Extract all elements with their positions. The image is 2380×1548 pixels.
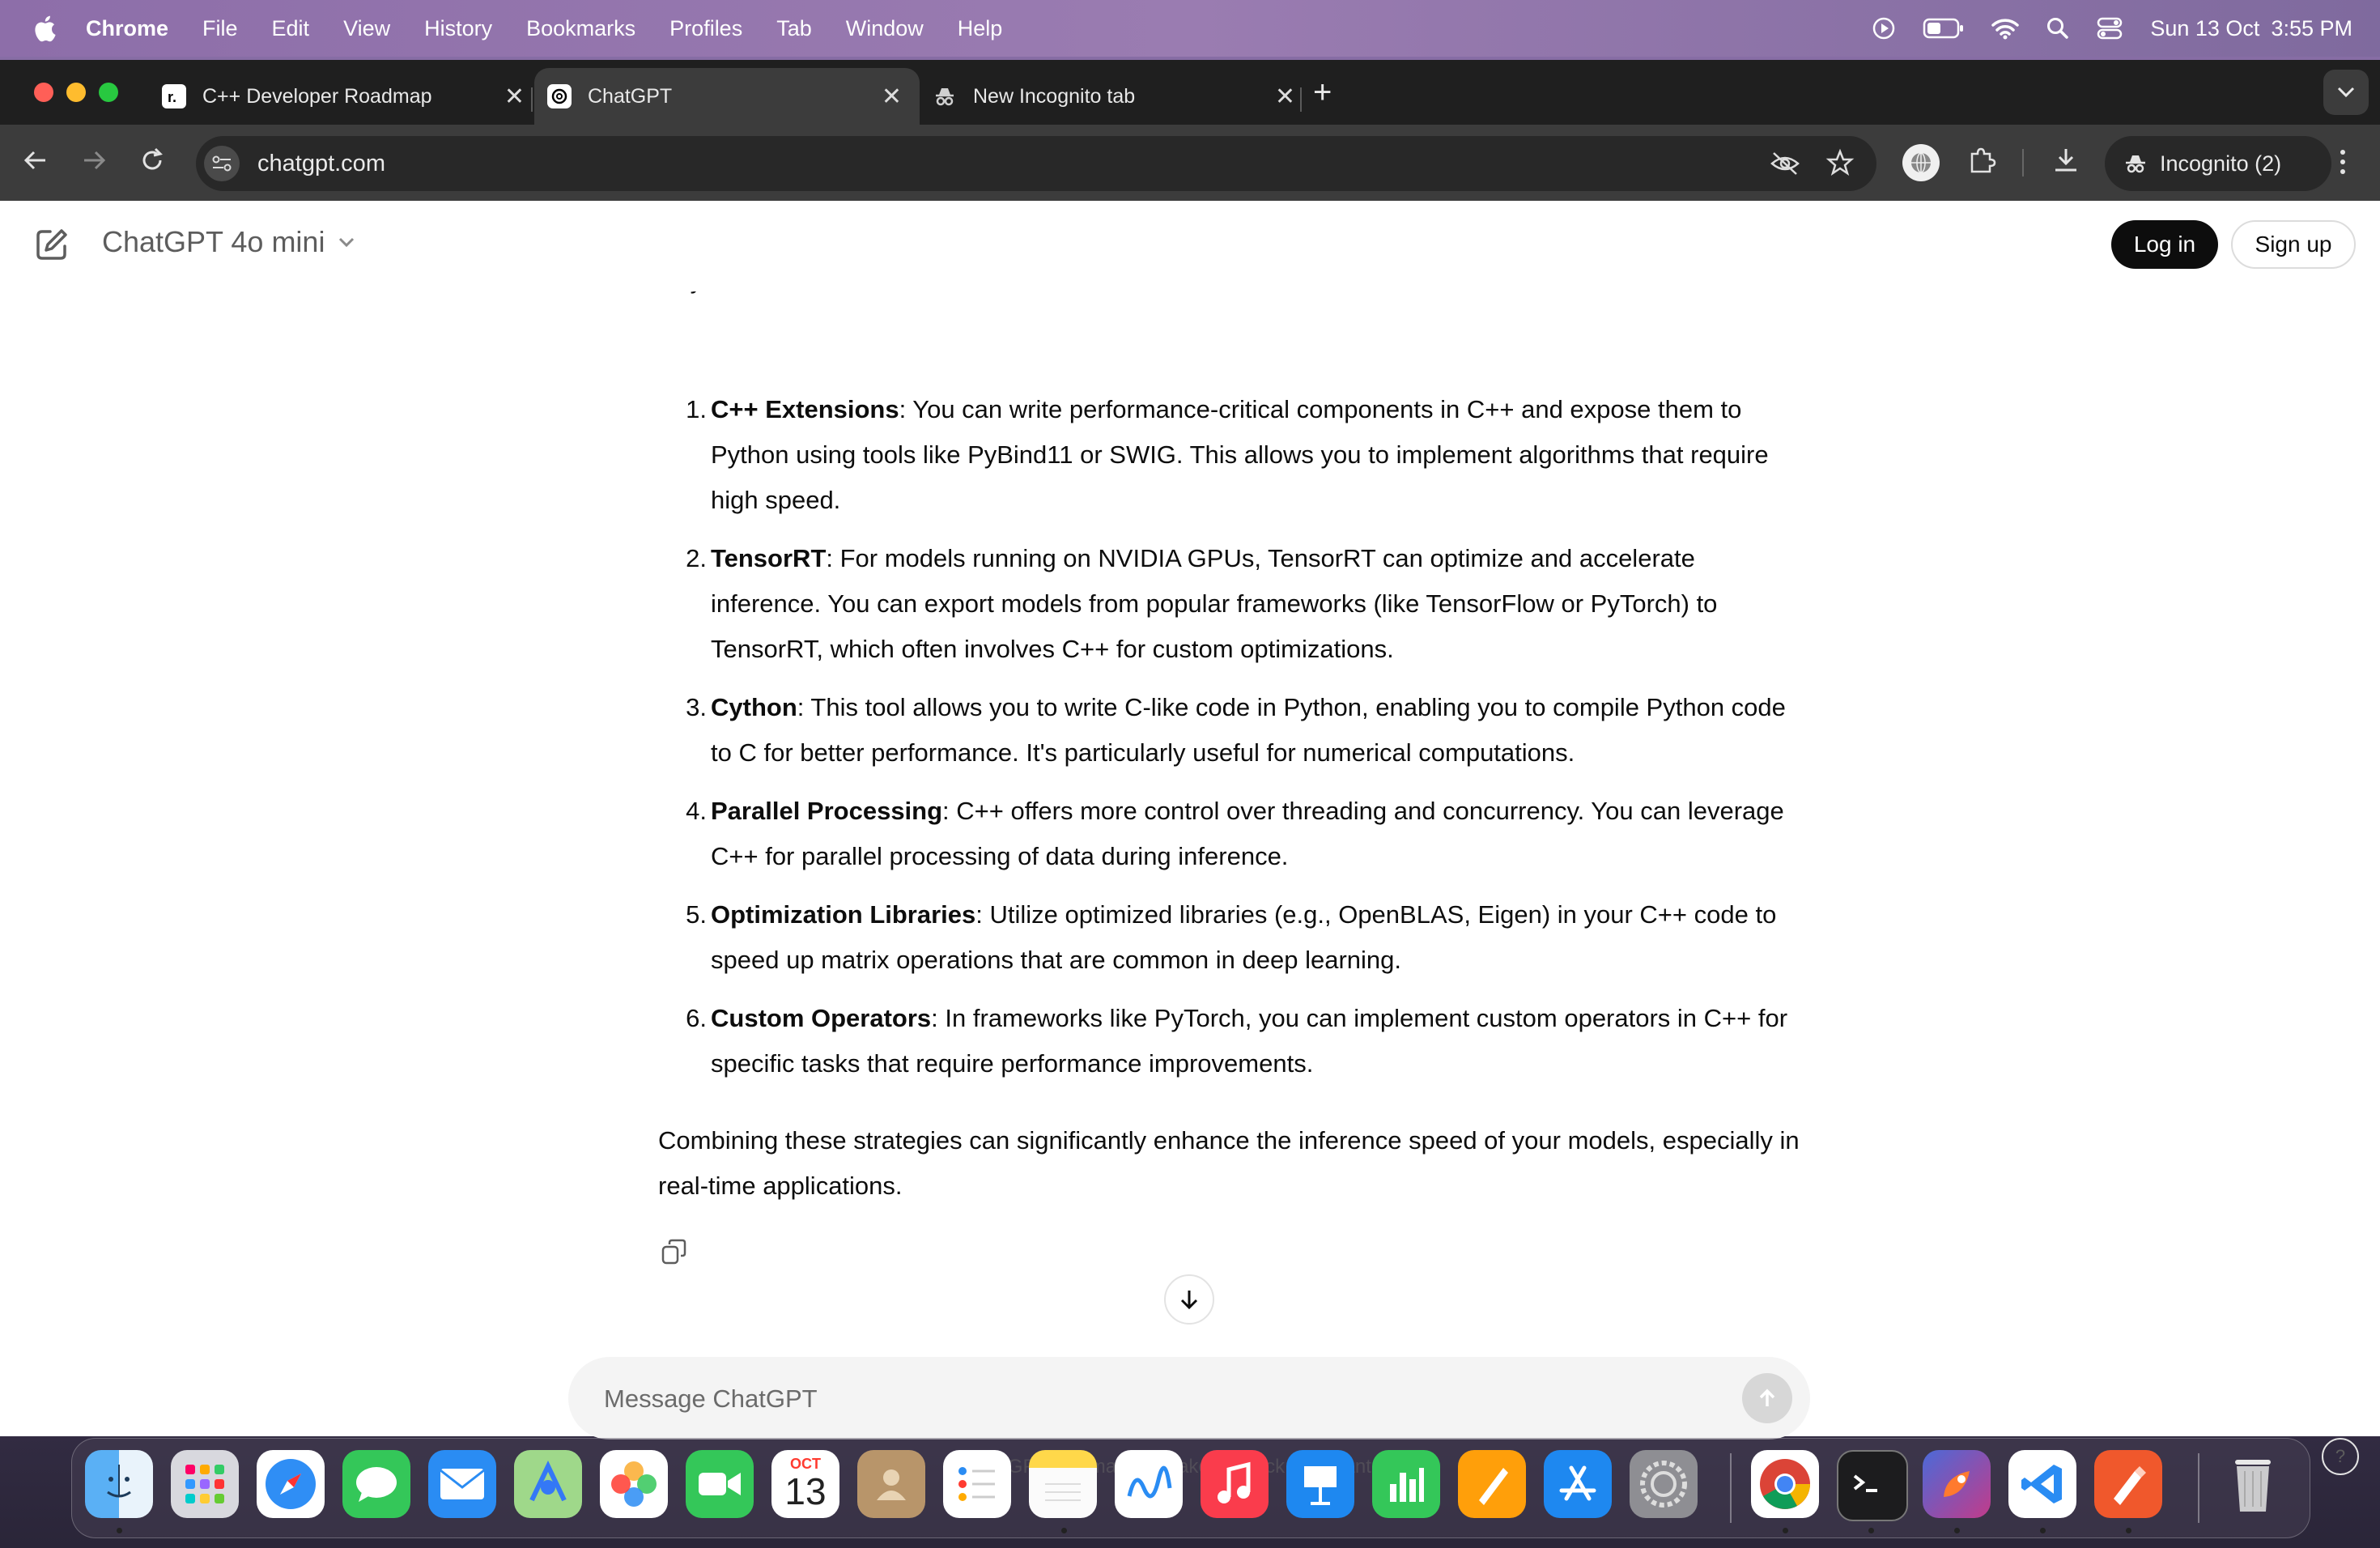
terminal-icon[interactable]: [1837, 1450, 1908, 1521]
calendar-icon[interactable]: [771, 1450, 839, 1518]
page-header: [0, 201, 2380, 291]
menu-profiles[interactable]: Profiles: [669, 15, 743, 40]
new-chat-icon[interactable]: [34, 227, 70, 262]
tab-divider: [531, 87, 533, 112]
incognito-profile-button[interactable]: [2105, 136, 2331, 191]
list-number: 1.: [686, 395, 707, 423]
close-tab-icon[interactable]: ✕: [881, 83, 902, 110]
incognito-icon: [933, 84, 957, 108]
wifi-icon[interactable]: [1991, 17, 2019, 40]
close-tab-icon[interactable]: ✕: [504, 83, 525, 110]
apple-icon[interactable]: [31, 14, 57, 43]
play-status-icon[interactable]: [1872, 16, 1896, 40]
forward-arrow-icon[interactable]: [79, 146, 108, 175]
scroll-to-bottom-button[interactable]: [1164, 1274, 1214, 1325]
reload-icon[interactable]: [138, 146, 167, 175]
menu-window[interactable]: Window: [845, 15, 924, 40]
safari-icon[interactable]: [257, 1450, 325, 1518]
list-item-text: : Utilize optimized libraries (e.g., OpenBLAS, Eigen) in your C++ code to speed up matrix operations that are common in deep learning.: [711, 900, 1777, 974]
vscode-icon[interactable]: [2008, 1450, 2076, 1518]
running-indicator: [1783, 1528, 1788, 1533]
message-input[interactable]: Message ChatGPT: [604, 1384, 818, 1413]
close-window-button[interactable]: [34, 83, 53, 102]
model-name: ChatGPT 4o mini: [102, 225, 325, 258]
menu-file[interactable]: File: [202, 15, 238, 40]
chatgpt-favicon: [547, 84, 572, 108]
model-selector[interactable]: [102, 225, 355, 259]
tab-search-button[interactable]: [2323, 70, 2369, 115]
address-bar[interactable]: [196, 136, 1876, 191]
spotlight-search-icon[interactable]: [2046, 17, 2069, 40]
messages-icon[interactable]: [342, 1450, 410, 1518]
send-button[interactable]: [1742, 1373, 1792, 1423]
calendar-day: 13: [784, 1469, 827, 1512]
list-number: 3.: [686, 693, 707, 721]
list-item-text: : For models running on NVIDIA GPUs, TensorRT can optimize and accelerate inference. You can export models from popular frameworks (like TensorFlow or PyTorch) to TensorRT, which often involves C++ for custom optimizations.: [711, 544, 1718, 663]
kebab-menu-icon[interactable]: [2335, 147, 2351, 176]
roadmap-favicon: [162, 84, 186, 108]
translate-globe-icon[interactable]: [1902, 144, 1940, 181]
list-item-title: Parallel Processing: [711, 797, 943, 825]
finder-icon[interactable]: [85, 1450, 153, 1518]
system-settings-icon[interactable]: [1630, 1450, 1698, 1518]
mail-icon[interactable]: [428, 1450, 496, 1518]
tab-divider: [1300, 87, 1302, 112]
pages-icon[interactable]: [1458, 1450, 1526, 1518]
rocket-app-icon[interactable]: [1923, 1450, 1991, 1518]
list-item-text: : You can write performance-critical components in C++ and expose them to Python using tools like PyBind11 or SWIG. This allows you to implement algorithms that require high speed.: [711, 395, 1769, 514]
list-item-text: : This tool allows you to write C-like code in Python, enabling you to compile Python code to C for better performance. It's particularly useful for numerical computations.: [711, 693, 1786, 767]
minimize-window-button[interactable]: [66, 83, 86, 102]
bookmark-star-icon[interactable]: [1826, 149, 1854, 176]
site-settings-icon[interactable]: [204, 146, 240, 181]
incognito-icon: [2123, 151, 2148, 176]
menu-bar: [0, 0, 2380, 57]
maps-icon[interactable]: [514, 1450, 582, 1518]
dock: [71, 1438, 2310, 1538]
zoom-window-button[interactable]: [99, 83, 118, 102]
dock-separator: [2198, 1453, 2199, 1523]
running-indicator: [1061, 1528, 1067, 1533]
toolbar-divider: [2022, 149, 2024, 176]
svg-text:r.: r.: [168, 89, 177, 105]
download-icon[interactable]: [2051, 146, 2080, 175]
facetime-icon[interactable]: [686, 1450, 754, 1518]
list-item-title: Optimization Libraries: [711, 900, 976, 929]
list-number: 2.: [686, 544, 707, 572]
keynote-icon[interactable]: [1286, 1450, 1354, 1518]
arrow-down-icon: [1177, 1287, 1201, 1312]
eye-off-icon[interactable]: [1770, 151, 1800, 176]
tab-chatgpt[interactable]: [534, 68, 920, 125]
reminders-icon[interactable]: [943, 1450, 1011, 1518]
menubar-time[interactable]: 3:55 PM: [2271, 15, 2352, 40]
menu-tab[interactable]: Tab: [776, 15, 812, 40]
calendar-month: OCT: [790, 1455, 821, 1472]
login-button[interactable]: Log in: [2111, 220, 2218, 269]
help-button[interactable]: ?: [2322, 1438, 2359, 1475]
notes-icon[interactable]: [1029, 1450, 1097, 1518]
browser-toolbar: [0, 125, 2380, 201]
back-arrow-icon[interactable]: [21, 146, 50, 175]
tab-strip: [0, 60, 2380, 125]
list-item-title: TensorRT: [711, 544, 827, 572]
tab-roadmap[interactable]: [146, 68, 542, 125]
chevron-down-icon: [2336, 86, 2356, 99]
chrome-icon[interactable]: [1751, 1450, 1819, 1518]
tab-title: C++ Developer Roadmap: [202, 84, 432, 108]
signup-button[interactable]: Sign up: [2231, 220, 2356, 269]
extensions-puzzle-icon[interactable]: [1966, 144, 1998, 176]
menu-bookmarks[interactable]: Bookmarks: [526, 15, 636, 40]
dock-separator: [1730, 1453, 1732, 1523]
launchpad-icon[interactable]: [171, 1450, 239, 1518]
list-number: 4.: [686, 797, 707, 825]
assistant-message: [658, 201, 1808, 1221]
list-number: 5.: [686, 900, 707, 929]
freeform-icon[interactable]: [1115, 1450, 1183, 1518]
contacts-icon[interactable]: [857, 1450, 925, 1518]
closing-paragraph: Combining these strategies can significantly enhance the inference speed of your models, especially in real-time applications.: [658, 1126, 1800, 1200]
list-item-text: : In frameworks like PyTorch, you can implement custom operators in C++ for specific tasks that require performance improvements.: [711, 1004, 1788, 1078]
arrow-up-icon: [1756, 1387, 1779, 1410]
list-item-title: Custom Operators: [711, 1004, 932, 1032]
running-indicator: [2126, 1528, 2131, 1533]
list-item-title: Cython: [711, 693, 797, 721]
numbers-icon[interactable]: [1372, 1450, 1440, 1518]
control-center-icon[interactable]: [2097, 17, 2123, 40]
music-icon[interactable]: [1201, 1450, 1269, 1518]
menu-app-name[interactable]: Chrome: [86, 15, 169, 40]
list-item-text: : C++ offers more control over threading and concurrency. You can leverage C++ for parallel processing of data during inference.: [711, 797, 1784, 870]
menubar-date[interactable]: Sun 13 Oct: [2150, 15, 2260, 40]
incognito-label: Incognito (2): [2160, 151, 2282, 176]
close-tab-icon[interactable]: ✕: [1274, 83, 1295, 110]
url-text[interactable]: chatgpt.com: [257, 150, 385, 176]
photos-icon[interactable]: [600, 1450, 668, 1518]
new-tab-icon[interactable]: +: [1313, 74, 1332, 110]
menu-help[interactable]: Help: [957, 15, 1003, 40]
tab-title: ChatGPT: [588, 84, 673, 108]
running-indicator: [2040, 1528, 2046, 1533]
copy-icon[interactable]: [660, 1237, 689, 1266]
tab-title: New Incognito tab: [973, 84, 1136, 108]
battery-icon[interactable]: [1923, 18, 1964, 39]
tab-incognito[interactable]: [920, 68, 1313, 125]
menu-edit[interactable]: Edit: [271, 15, 310, 40]
running-indicator: [117, 1528, 122, 1533]
app-store-icon[interactable]: [1544, 1450, 1612, 1518]
message-composer[interactable]: [568, 1357, 1810, 1440]
sketch-pen-icon[interactable]: [2094, 1450, 2162, 1518]
chevron-down-icon: [338, 236, 355, 248]
running-indicator: [1868, 1528, 1874, 1533]
trash-icon[interactable]: [2219, 1450, 2287, 1518]
menu-view[interactable]: View: [343, 15, 391, 40]
running-indicator: [1954, 1528, 1960, 1533]
list-number: 6.: [686, 1004, 707, 1032]
list-item-title: C++ Extensions: [711, 395, 899, 423]
menu-history[interactable]: History: [424, 15, 493, 40]
